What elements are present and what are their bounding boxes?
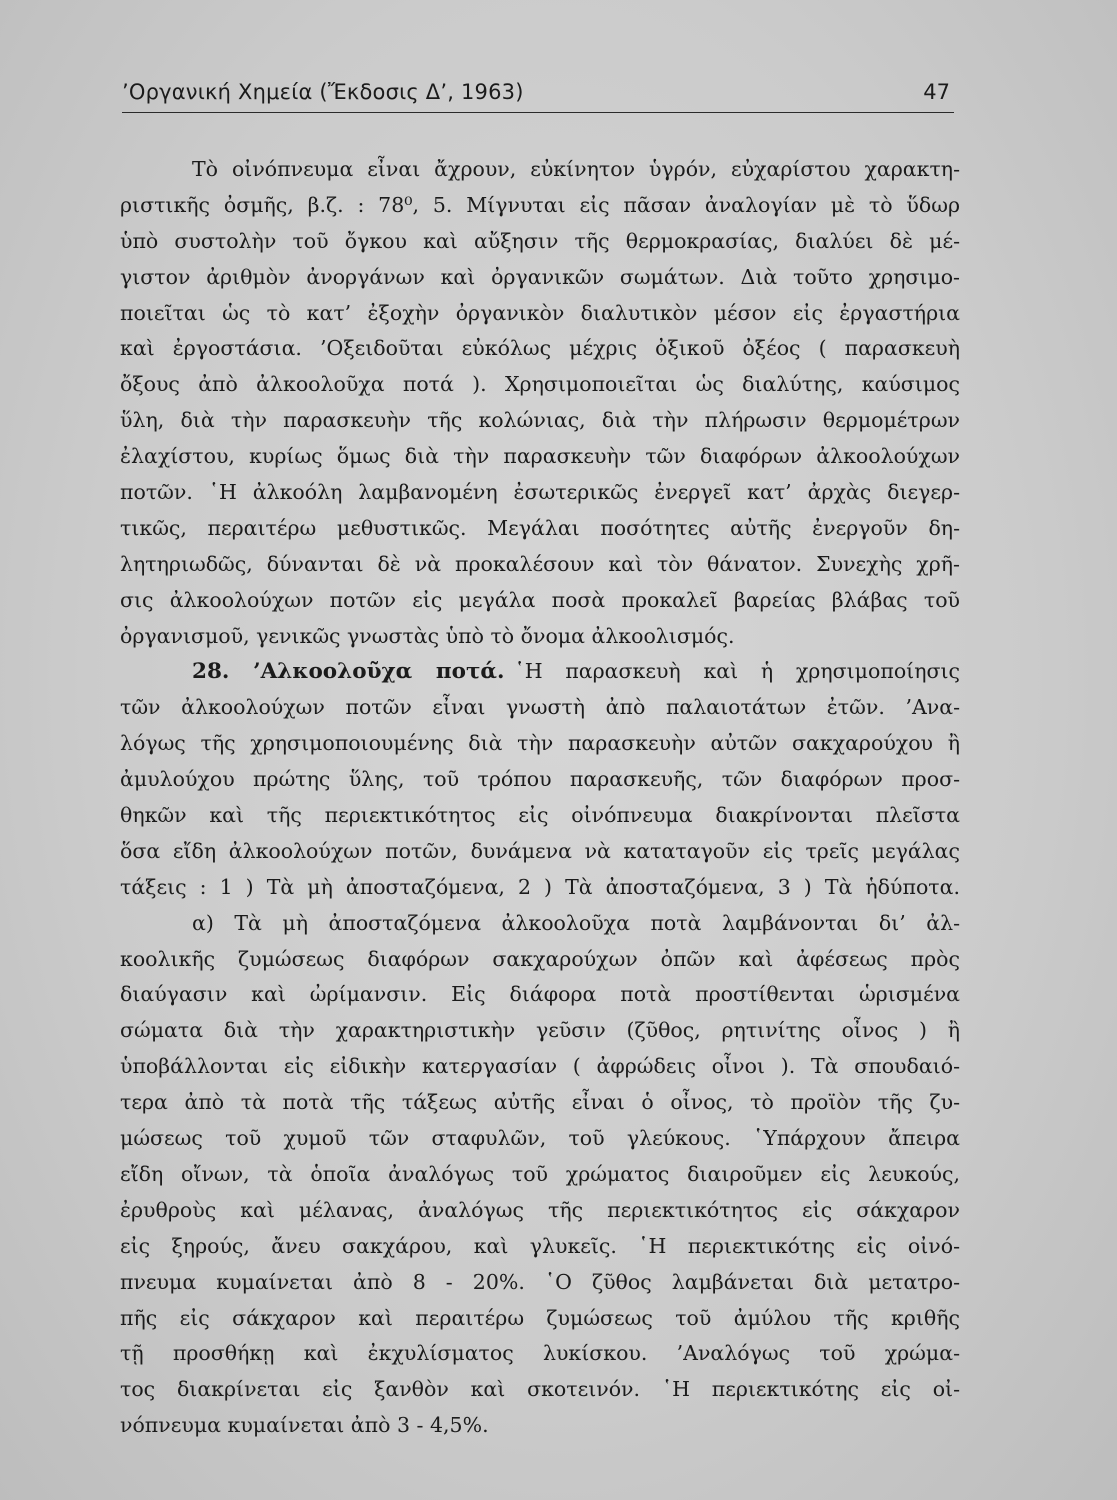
text-line: νόπνευμα κυμαίνεται ἀπὸ 3 - 4,5%. — [120, 1413, 489, 1438]
text-line: εἴδη οἴνων, τὰ ὁποῖα ἀναλόγως τοῦ χρώματος διαιροῦμεν εἰς λευκούς, — [120, 1161, 960, 1186]
text-line: ποιεῖται ὡς τὸ κατ’ ἐξοχὴν ὀργανικὸν διαλυτικὸν μέσον εἰς ἐργαστήρια — [120, 300, 960, 325]
section-lead-text: ῾Η παρασκευὴ καὶ ἡ χρησιμοποίησις — [514, 659, 960, 684]
text-line: ριστικῆς ὀσμῆς, β.ζ. : 78⁰, 5. Μίγνυται εἰς πᾶσαν ἀναλογίαν μὲ τὸ ὕδωρ — [120, 192, 960, 217]
page-header — [122, 76, 954, 113]
section-title: 28. ’Αλκοολοῦχα ποτά. — [192, 659, 505, 685]
text-line: ἐρυθροὺς καὶ μέλανας, ἀναλόγως τῆς περιεκτικότητος εἰς σάκχαρον — [120, 1197, 960, 1222]
page-number: 47 — [923, 80, 950, 104]
text-line: ὅσα εἴδη ἀλκοολούχων ποτῶν, δυνάμενα νὰ καταταγοῦν εἰς τρεῖς μεγάλας — [120, 838, 960, 863]
text-line: γιστον ἀριθμὸν ἀνοργάνων καὶ ὀργανικῶν σωμάτων. Διὰ τοῦτο χρησιμο- — [120, 264, 960, 289]
body-text — [120, 152, 960, 1444]
text-line: τῶν ἀλκοολούχων ποτῶν εἶναι γνωστὴ ἀπὸ παλαιοτάτων ἐτῶν. ’Ανα- — [120, 695, 960, 720]
text-line: ὀργανισμοῦ, γενικῶς γνωστὰς ὑπὸ τὸ ὄνομα ἀλκοολισμός. — [120, 623, 735, 648]
text-line: ὕλη, διὰ τὴν παρασκευὴν τῆς κολώνιας, διὰ τὴν πλήρωσιν θερμομέτρων — [120, 408, 960, 433]
text-line: μώσεως τοῦ χυμοῦ τῶν σταφυλῶν, τοῦ γλεύκους. ῾Υπάρχουν ἄπειρα — [120, 1126, 960, 1151]
text-line: ὑπὸ συστολὴν τοῦ ὄγκου καὶ αὔξησιν τῆς θερμοκρασίας, διαλύει δὲ μέ- — [120, 228, 960, 253]
text-line: ἐλαχίστου, κυρίως ὅμως διὰ τὴν παρασκευὴν τῶν διαφόρων ἀλκοολούχων — [120, 444, 960, 469]
text-line: εἰς ξηρούς, ἄνευ σακχάρου, καὶ γλυκεῖς. ῾Η περιεκτικότης εἰς οἰνό- — [120, 1233, 960, 1258]
text-line: σώματα διὰ τὴν χαρακτηριστικὴν γεῦσιν (ζῦθος, ρητινίτης οἶνος ) ἢ — [120, 1018, 960, 1043]
text-line: α) Τὰ μὴ ἀποσταζόμενα ἀλκοολοῦχα ποτὰ λαμβάνονται δι’ ἀλ- — [192, 910, 960, 935]
running-head: ’Οργανική Χημεία (Ἔκδοσις Δ’, 1963) — [122, 80, 524, 104]
text-line: λόγως τῆς χρησιμοποιουμένης διὰ τὴν παρασκευὴν αὐτῶν σακχαρούχου ἢ — [120, 731, 960, 756]
text-line: τερα ἀπὸ τὰ ποτὰ τῆς τάξεως αὐτῆς εἶναι ὁ οἶνος, τὸ προϊὸν τῆς ζυ- — [120, 1090, 960, 1115]
text-line: τικῶς, περαιτέρω μεθυστικῶς. Μεγάλαι ποσότητες αὐτῆς ἐνεργοῦν δη- — [120, 515, 960, 540]
text-line: καὶ ἐργοστάσια. ’Οξειδοῦται εὐκόλως μέχρις ὀξικοῦ ὀξέος ( παρασκευὴ — [120, 336, 960, 361]
text-line: διαύγασιν καὶ ὠρίμανσιν. Εἰς διάφορα ποτὰ προστίθενται ὡρισμένα — [120, 982, 960, 1007]
text-line: πῆς εἰς σάκχαρον καὶ περαιτέρω ζυμώσεως τοῦ ἀμύλου τῆς κριθῆς — [120, 1305, 960, 1330]
section-heading-line — [120, 654, 960, 690]
text-line: ὄξους ἀπὸ ἀλκοολοῦχα ποτά ). Χρησιμοποιεῖται ὡς διαλύτης, καύσιμος — [120, 372, 960, 397]
text-line: τῇ προσθήκῃ καὶ ἐκχυλίσματος λυκίσκου. ’Αναλόγως τοῦ χρώμα- — [120, 1341, 960, 1366]
text-line: Τὸ οἰνόπνευμα εἶναι ἄχρουν, εὐκίνητον ὑγρόν, εὐχαρίστου χαρακτη- — [192, 157, 960, 181]
text-line: πνευμα κυμαίνεται ἀπὸ 8 - 20%. ῾Ο ζῦθος λαμβάνεται διὰ μετατρο- — [120, 1269, 960, 1294]
text-line: κοολικῆς ζυμώσεως διαφόρων σακχαρούχων ὀπῶν καὶ ἀφέσεως πρὸς — [120, 946, 960, 971]
text-line: ὑποβάλλονται εἰς εἰδικὴν κατεργασίαν ( ἀφρώδεις οἶνοι ). Τὰ σπουδαιό- — [120, 1054, 960, 1079]
text-line: θηκῶν καὶ τῆς περιεκτικότητος εἰς οἰνόπνευμα διακρίνονται πλεῖστα — [120, 803, 960, 828]
text-line: σις ἀλκοολούχων ποτῶν εἰς μεγάλα ποσὰ προκαλεῖ βαρείας βλάβας τοῦ — [120, 587, 960, 612]
text-line: λητηριωδῶς, δύνανται δὲ νὰ προκαλέσουν καὶ τὸν θάνατον. Συνεχὴς χρῆ- — [120, 551, 960, 576]
text-line: ἀμυλούχου πρώτης ὕλης, τοῦ τρόπου παρασκευῆς, τῶν διαφόρων προσ- — [120, 767, 960, 792]
text-line: ποτῶν. ῾Η ἀλκοόλη λαμβανομένη ἐσωτερικῶς ἐνεργεῖ κατ’ ἀρχὰς διεγερ- — [120, 480, 960, 505]
text-line: τάξεις : 1 ) Τὰ μὴ ἀποσταζόμενα, 2 ) Τὰ ἀποσταζόμενα, 3 ) Τὰ ἡδύποτα. — [120, 874, 960, 899]
text-line: τος διακρίνεται εἰς ξανθὸν καὶ σκοτεινόν. ῾Η περιεκτικότης εἰς οἰ- — [120, 1377, 960, 1402]
